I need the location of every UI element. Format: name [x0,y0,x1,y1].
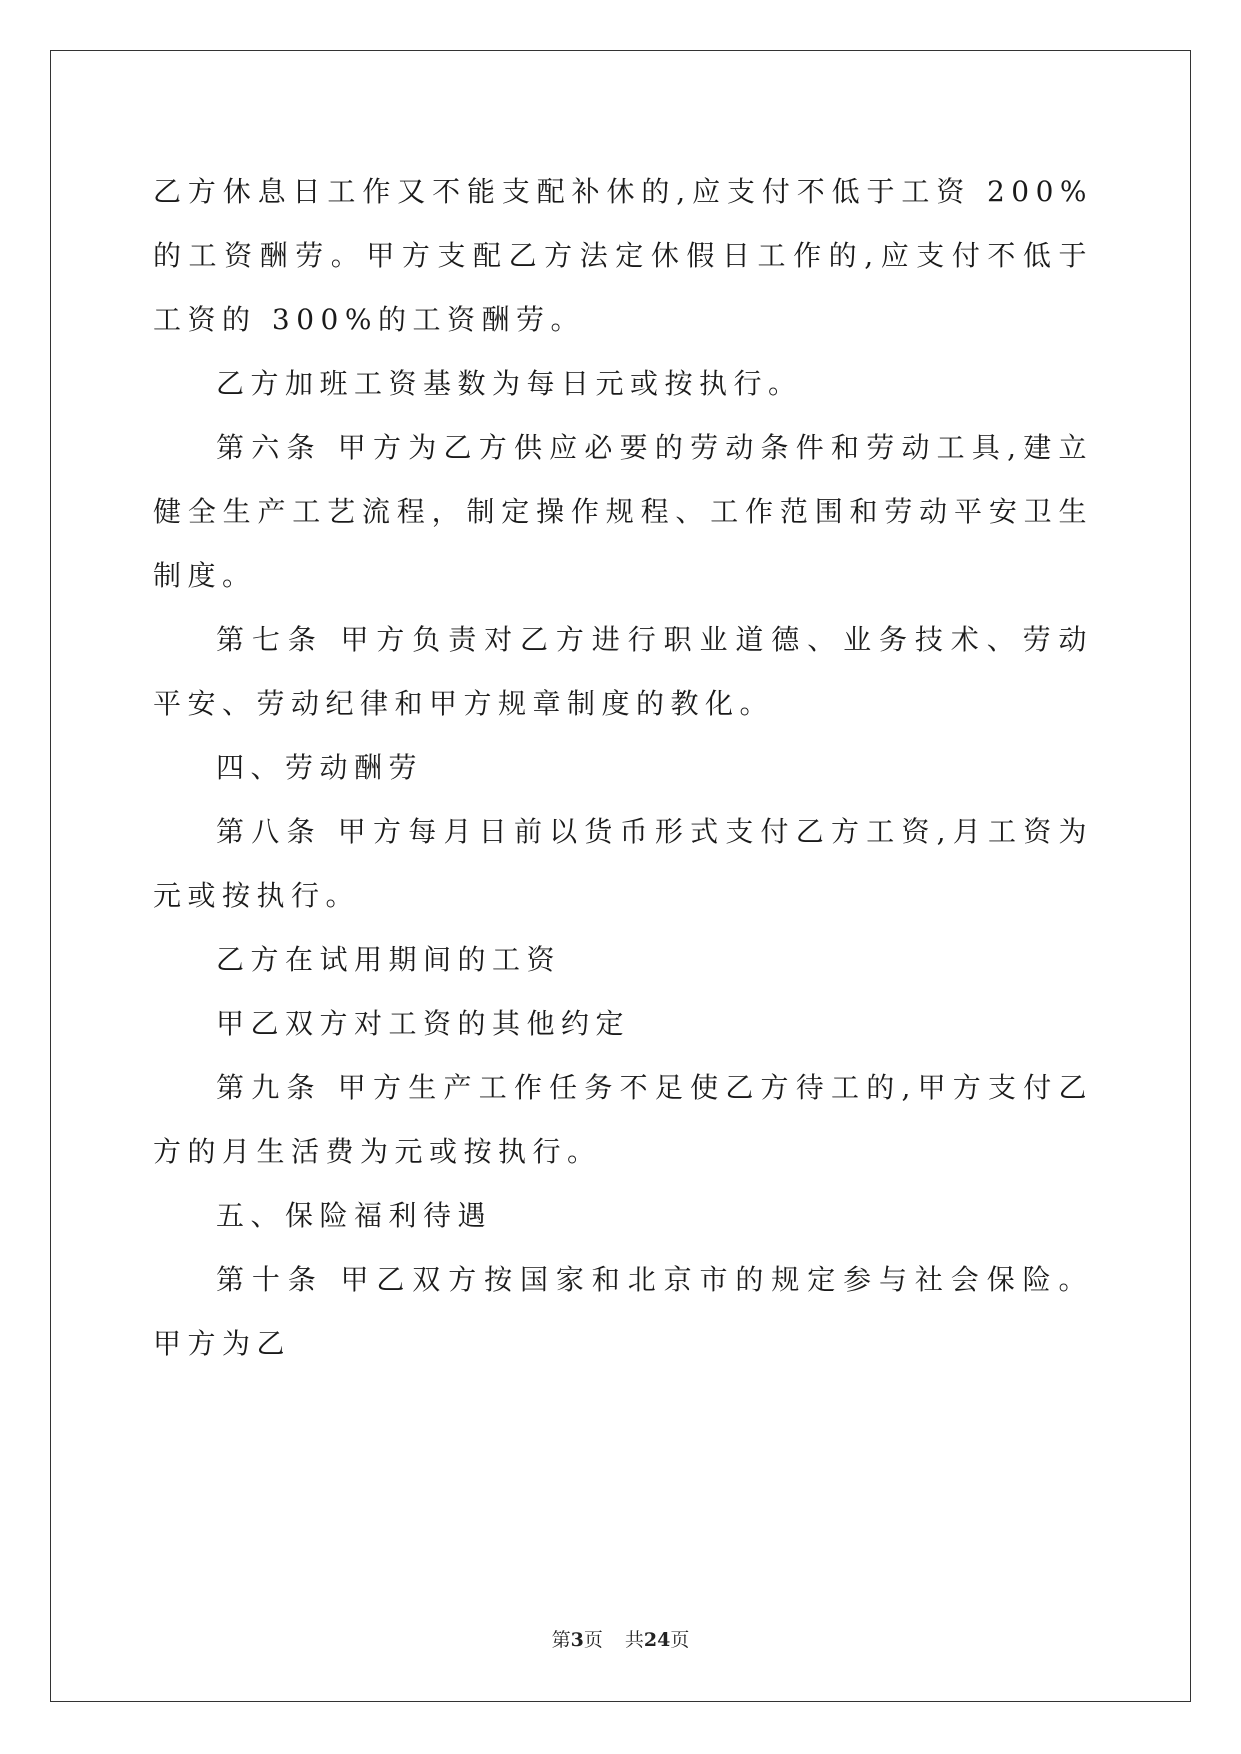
paragraph-probation-wage: 乙方在试用期间的工资 [216,943,562,976]
total-pages: 24 [643,1629,671,1651]
paragraph-2: 乙方加班工资基数为每日元或按执行。 [216,367,803,400]
paragraph-1: 乙方休息日工作又不能支配补休的,应支付不低于工资 200%的工资酬劳。甲方支配乙方法定休假日工作的,应支付不低于工资的 300%的工资酬劳。 [153,175,1093,336]
section-heading-insurance: 五、保险福利待遇 [216,1199,493,1232]
paragraph-other-wage-terms: 甲乙双方对工资的其他约定 [216,1007,631,1040]
document-body [153,160,1093,1376]
paragraph-article-6: 第六条 甲方为乙方供应必要的劳动条件和劳动工具,建立健全生产工艺流程，制定操作规程、工作范围和劳动平安卫生制度。 [153,431,1093,592]
total-prefix: 共 [624,1629,644,1651]
page-prefix: 第 [551,1629,571,1651]
paragraph-article-7: 第七条 甲方负责对乙方进行职业道德、业务技术、劳动平安、劳动纪律和甲方规章制度的教化。 [153,623,1093,720]
page-number: 3 [570,1629,584,1651]
page-suffix: 页 [583,1629,603,1651]
page-footer [0,1628,1241,1652]
total-suffix: 页 [670,1629,690,1651]
paragraph-article-8: 第八条 甲方每月日前以货币形式支付乙方工资,月工资为元或按执行。 [153,815,1093,912]
section-heading-labor-pay: 四、劳动酬劳 [216,751,424,784]
paragraph-article-9: 第九条 甲方生产工作任务不足使乙方待工的,甲方支付乙方的月生活费为元或按执行。 [153,1071,1093,1168]
paragraph-article-10: 第十条 甲乙双方按国家和北京市的规定参与社会保险。甲方为乙 [153,1263,1093,1360]
